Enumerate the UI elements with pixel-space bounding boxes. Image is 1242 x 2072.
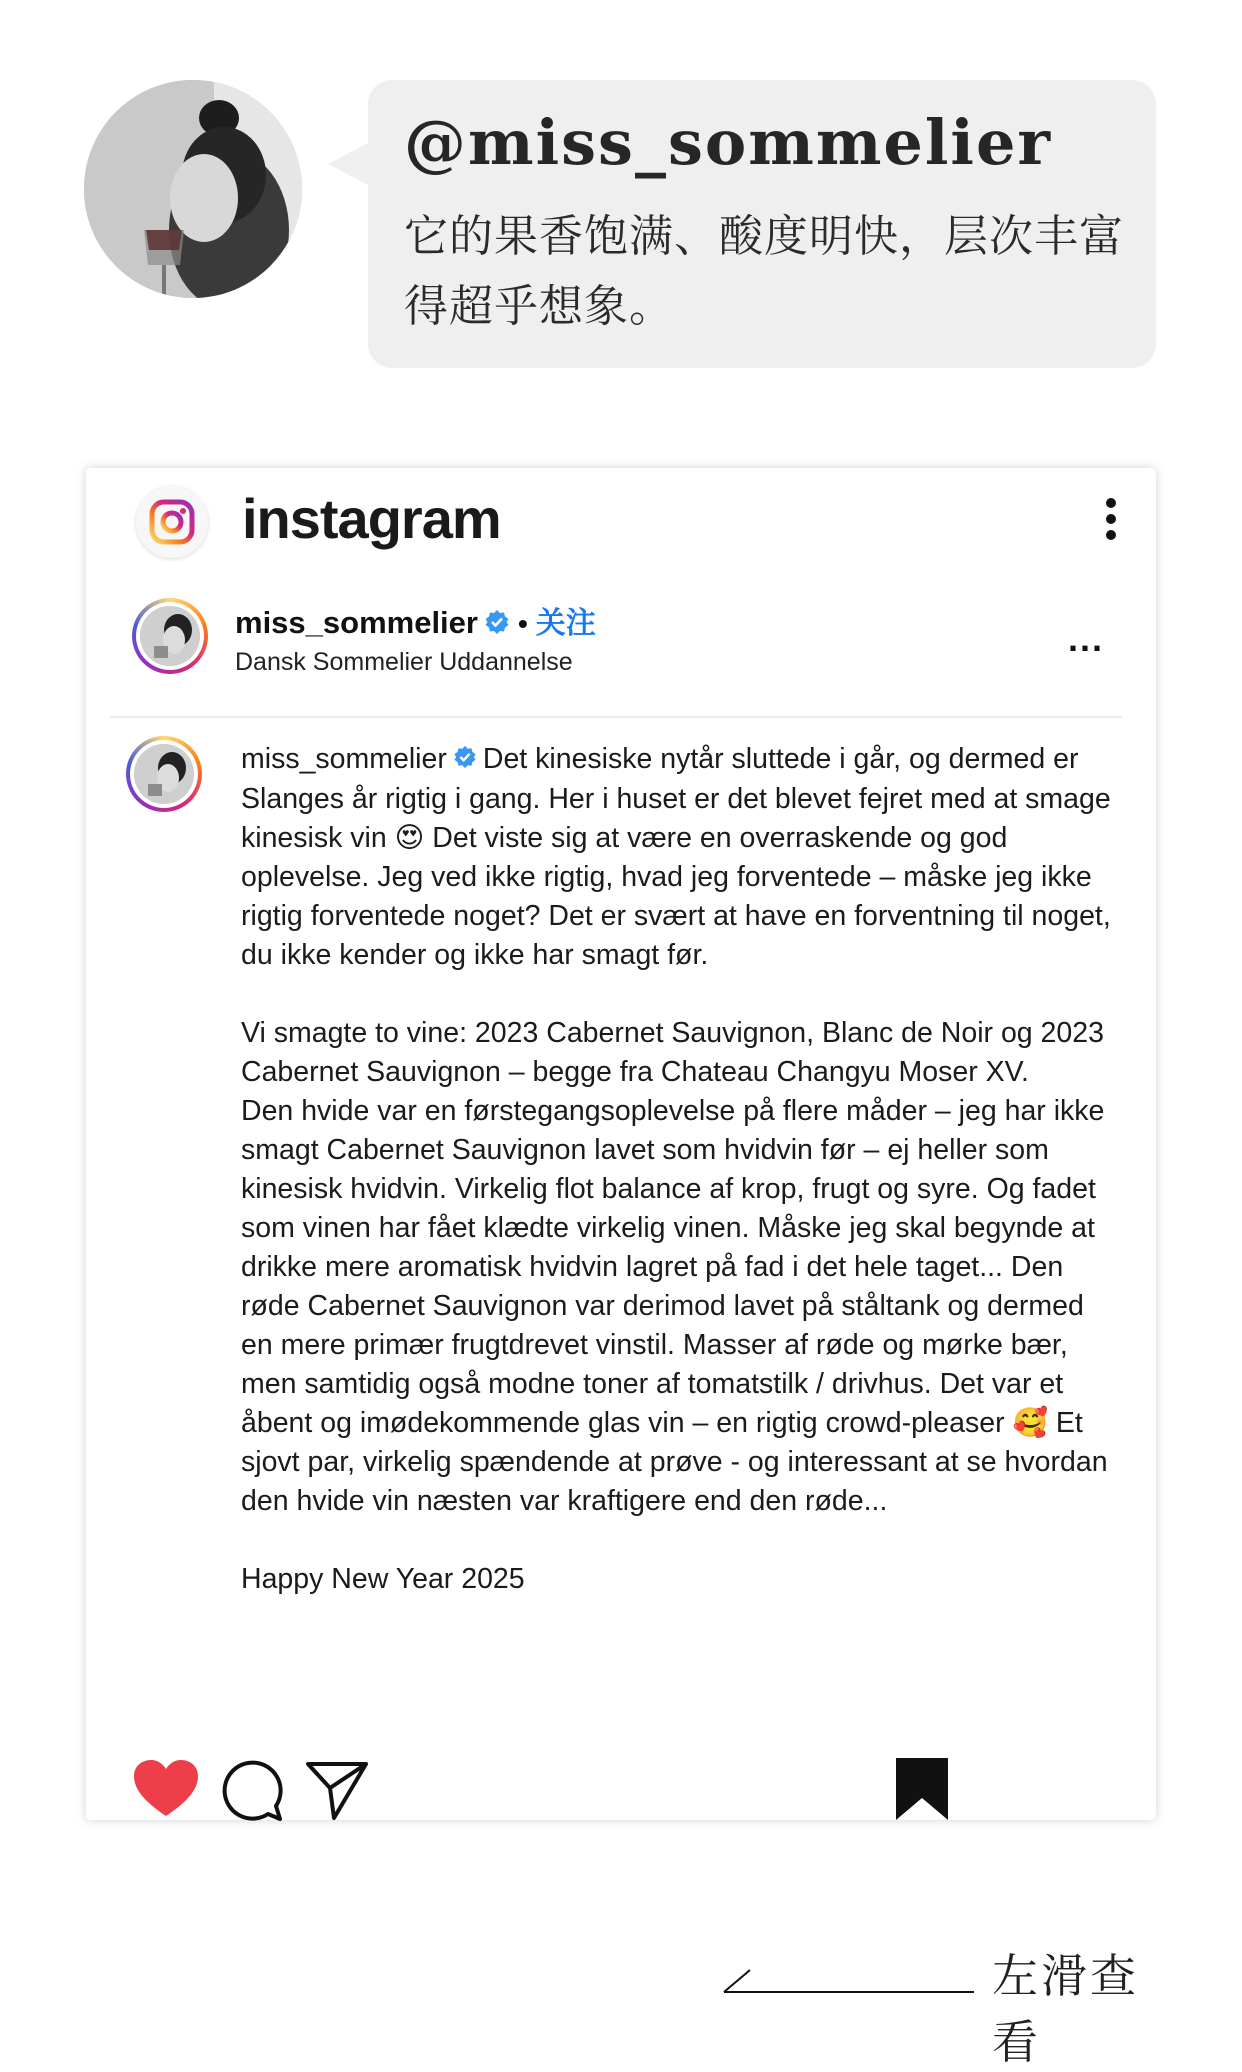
post-author-avatar[interactable]: [132, 598, 208, 674]
follow-button[interactable]: 关注: [535, 607, 596, 640]
caption-paragraph-4: Happy New Year 2025: [241, 1562, 525, 1595]
speech-bubble-tail: [328, 142, 370, 186]
verified-badge-icon: [484, 607, 510, 643]
caption-username[interactable]: miss_sommelier: [241, 743, 447, 775]
more-vertical-icon[interactable]: [1104, 498, 1118, 548]
post-actions-bar: [132, 1758, 1132, 1828]
post-username[interactable]: miss_sommelier: [235, 605, 478, 640]
caption-paragraph-3: Den hvide var en førstegangsoplevelse på flere måder – jeg har ikke smagt Cabernet Sauvignon lavet som hvidvin før – ej heller som kinesisk hvidvin. Virkelig flot balance af krop, frugt og syre. Og fadet som vinen har fået klædte virkelig vinen. Måske jeg skal begynde at drikke mere aromatisk hvidvin lagret på fad i det hele taget... Den røde Cabernet Sauvignon var derimod lavet på ståltank og dermed en mere primær frugtdrevet vinstil. Masser af røde og mørke bær, men samtidig også modne toner af tomatstilk / drivhus. Det var et åbent og imødekommende glas vin – en rigtig crowd-pleaser 🥰 Et sjovt par, virkelig spændende at prøve - og interessant at se hvordan den hvide vin næsten var kraftigere end den røde...: [241, 1094, 1108, 1517]
instagram-post-card: [86, 468, 1156, 1820]
heart-icon[interactable]: [132, 1758, 200, 1825]
share-icon[interactable]: [304, 1758, 370, 1829]
portrait-illustration: [84, 80, 302, 298]
post-username-row: [235, 598, 596, 643]
swipe-label: 左滑查看: [992, 1949, 1139, 2069]
comment-icon[interactable]: [220, 1758, 286, 1829]
swipe-arrow-icon: [720, 1958, 980, 1998]
bookmark-icon[interactable]: [894, 1758, 950, 1827]
caption-paragraph-1: [241, 740, 1111, 975]
quote-text: 它的果香饱满、酸度明快，层次丰富得超乎想象。: [404, 211, 1124, 332]
verified-badge-icon: [453, 741, 477, 780]
quote-bubble: [368, 80, 1156, 368]
quote-handle: @miss_sommelier: [404, 106, 1053, 179]
instagram-logo-icon: [136, 486, 208, 558]
separator-dot: •: [517, 608, 528, 639]
caption-paragraph-2: Vi smagte to vine: 2023 Cabernet Sauvignon, Blanc de Noir og 2023 Cabernet Sauvignon – begge fra Chateau Changyu Moser XV.: [241, 1016, 1104, 1088]
swipe-hint: [720, 1940, 1160, 2069]
caption-text-1: Det kinesiske nytår sluttede i går, og dermed er Slanges år rigtig i gang. Her i huset er det blevet fejret med at smage kinesisk vin 😍 Det viste sig at være en overraskende og god oplevelse. Jeg ved ikke rigtig, hvad jeg forventede – måske jeg ikke rigtig forventede noget? Det er svært at have en forventning til noget, du ikke kender og ikke har smagt før.: [241, 743, 1111, 971]
more-horizontal-icon[interactable]: ...: [1067, 618, 1104, 659]
author-avatar: [84, 80, 302, 298]
caption-author-avatar[interactable]: [126, 736, 202, 812]
post-caption: [241, 740, 1111, 1599]
post-location[interactable]: Dansk Sommelier Uddannelse: [235, 648, 573, 676]
post-header: [110, 578, 1122, 718]
instagram-wordmark: instagram: [242, 487, 501, 550]
